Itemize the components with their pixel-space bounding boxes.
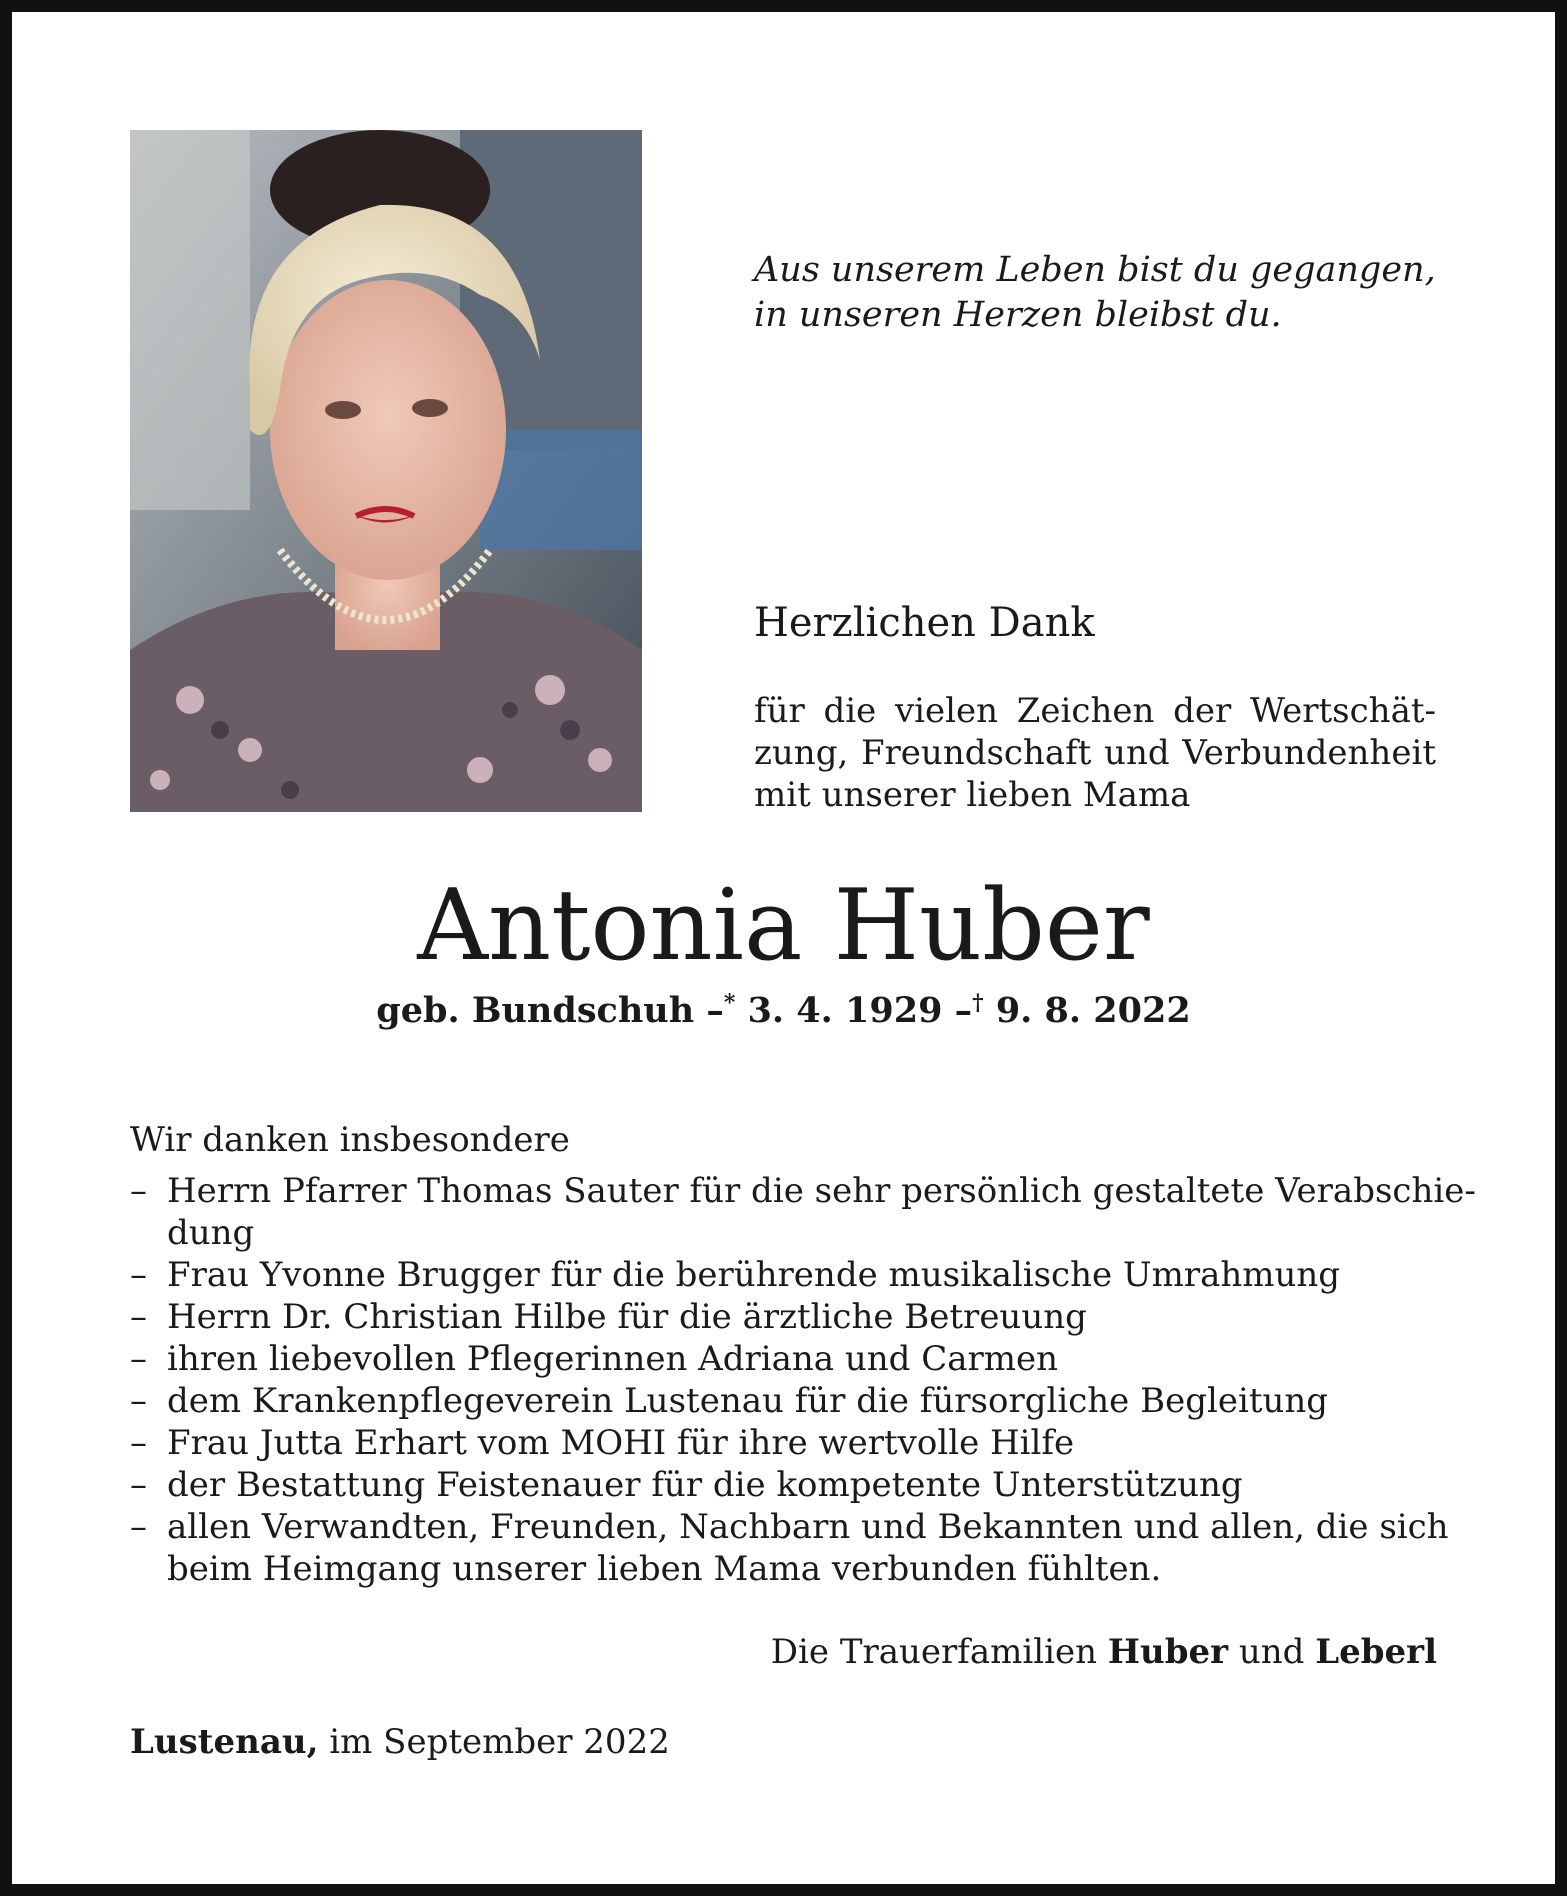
born-name: geb. Bundschuh <box>376 990 695 1031</box>
list-item <box>130 1254 1440 1296</box>
list-dash: – <box>130 1339 147 1379</box>
portrait-photo <box>130 130 642 812</box>
list-item-line: beim Heimgang unserer lieben Mama verbunden fühlten. <box>167 1549 1162 1589</box>
memorial-quote <box>754 248 1436 338</box>
thanks-text <box>754 690 1436 816</box>
thanks-line-3: mit unserer lieben Mama <box>754 775 1191 815</box>
list-item <box>130 1422 1440 1464</box>
list-item <box>130 1338 1440 1380</box>
list-item-line: ihren liebevollen Pflegerinnen Adriana und Carmen <box>167 1339 1059 1379</box>
list-dash: – <box>130 1297 147 1337</box>
acknowledgements-list <box>130 1170 1476 1590</box>
list-dash: – <box>130 1465 147 1505</box>
death-date: 9. 8. 2022 <box>995 990 1191 1031</box>
family-name-2: Leberl <box>1315 1632 1437 1672</box>
list-item-line: Herrn Dr. Christian Hilbe für die ärztliche Betreuung <box>167 1297 1087 1337</box>
signature-conjunction: und <box>1238 1632 1305 1672</box>
thanks-line-1: für die vielen Zeichen der Wertschät- <box>754 691 1436 731</box>
quote-line-1: Aus unserem Leben bist du gegangen, <box>754 250 1436 290</box>
list-item-line: Herrn Pfarrer Thomas Sauter für die sehr persönlich gestaltete Verabschie- <box>167 1171 1476 1211</box>
life-dates <box>0 990 1567 1031</box>
list-item-line: dung <box>167 1213 255 1253</box>
death-symbol: † <box>972 990 984 1016</box>
thanks-line-2: zung, Freundschaft und Verbundenheit <box>754 733 1436 773</box>
deceased-name: Antonia Huber <box>417 869 1150 983</box>
list-item <box>130 1506 1449 1590</box>
place-date <box>130 1722 670 1762</box>
list-item <box>130 1170 1476 1254</box>
list-item-line: der Bestattung Feistenauer für die kompetente Unterstützung <box>167 1465 1243 1505</box>
quote-line-2: in unseren Herzen bleibst du. <box>754 295 1282 335</box>
list-item <box>130 1464 1440 1506</box>
list-item-line: dem Krankenpflegeverein Lustenau für die fürsorgliche Begleitung <box>167 1381 1329 1421</box>
birth-symbol: * <box>723 990 736 1016</box>
signature-prefix: Die Trauerfamilien <box>770 1632 1098 1672</box>
list-item-line: allen Verwandten, Freunden, Nachbarn und Bekannten und allen, die sich <box>167 1507 1449 1547</box>
list-dash: – <box>130 1507 147 1547</box>
list-item <box>130 1296 1440 1338</box>
list-dash: – <box>130 1381 147 1421</box>
date-separator: – <box>706 990 724 1031</box>
date-separator: – <box>954 990 973 1031</box>
list-dash: – <box>130 1255 147 1295</box>
list-dash: – <box>130 1171 147 1211</box>
date-text: im September 2022 <box>329 1722 670 1762</box>
family-signature <box>771 1632 1437 1672</box>
list-dash: – <box>130 1423 147 1463</box>
birth-date: 3. 4. 1929 <box>747 990 943 1031</box>
list-item-line: Frau Yvonne Brugger für die berührende musikalische Umrahmung <box>167 1255 1341 1295</box>
list-item-line: Frau Jutta Erhart vom MOHI für ihre wertvolle Hilfe <box>167 1423 1075 1463</box>
place-name: Lustenau, <box>130 1722 319 1762</box>
thanks-heading: Herzlichen Dank <box>754 600 1095 646</box>
acknowledgements-intro: Wir danken insbesondere <box>130 1120 570 1160</box>
list-item <box>130 1380 1440 1422</box>
family-name-1: Huber <box>1107 1632 1229 1672</box>
